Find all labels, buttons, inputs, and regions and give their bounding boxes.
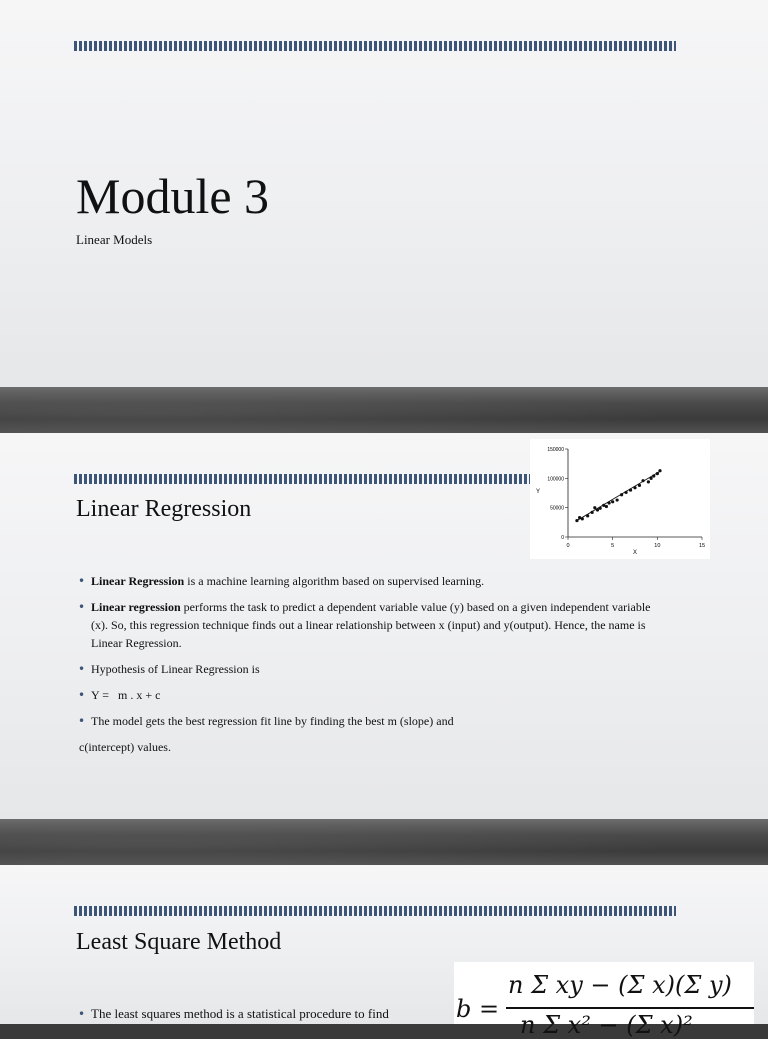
formula-denominator: n Σ x² − (Σ x)² [520, 1011, 693, 1039]
bullet-text: Hypothesis of Linear Regression is [91, 662, 260, 676]
slide-least-square [0, 865, 768, 1039]
list-item [76, 738, 661, 756]
data-point [633, 486, 636, 489]
bullet-text: Y = m . x + c [91, 688, 161, 702]
least-squares-formula [454, 962, 754, 1039]
x-tick-label: 5 [611, 543, 615, 549]
fit-line [577, 471, 660, 520]
decorative-stripe [74, 906, 676, 916]
data-point [658, 469, 661, 472]
list-item [76, 572, 661, 590]
bullet-icon: • [78, 688, 86, 702]
y-tick-label: 50000 [550, 505, 564, 512]
list-item [76, 686, 661, 704]
bullet-icon: • [78, 600, 86, 614]
data-point [620, 493, 623, 496]
data-point [593, 506, 596, 509]
data-point [629, 488, 632, 491]
bold-term: Linear regression [91, 600, 181, 614]
data-point [638, 484, 641, 487]
x-tick-label: 0 [566, 543, 570, 549]
list-item [76, 712, 661, 730]
bullet-icon: • [78, 574, 86, 588]
decorative-stripe [74, 41, 676, 51]
slide-title [0, 0, 768, 387]
bullet-text: is a machine learning algorithm based on supervised learning. [184, 574, 485, 588]
bullet-continuation: c(intercept) values. [79, 740, 171, 754]
list-item [76, 660, 661, 678]
data-point [605, 505, 608, 508]
data-point [649, 477, 652, 480]
data-point [652, 474, 655, 477]
bullet-icon: • [78, 1007, 86, 1021]
fraction-bar [506, 1007, 754, 1009]
bullet-text: The least squares method is a statistical procedure to find [91, 1006, 389, 1021]
data-point [596, 508, 599, 511]
slide-divider [0, 819, 768, 865]
data-point [641, 479, 644, 482]
data-point [591, 511, 594, 514]
decorative-stripe [74, 474, 530, 484]
regression-line [577, 471, 660, 520]
chart-ticks [547, 447, 705, 549]
slide-linear-regression [0, 433, 768, 819]
bullet-icon: • [78, 662, 86, 676]
data-point [616, 498, 619, 501]
slide-heading: Least Square Method [76, 929, 282, 955]
data-point [575, 519, 578, 522]
bold-term: Linear Regression [91, 574, 185, 588]
formula-numerator: n Σ xy − (Σ x)(Σ y) [508, 971, 732, 999]
data-point [656, 472, 659, 475]
data-point [647, 480, 650, 483]
formula-lhs: b = [456, 995, 500, 1023]
bullet-text: The model gets the best regression fit line by finding the best m (slope) and [91, 714, 454, 728]
scatter-chart [530, 439, 710, 559]
slide-subtitle: Linear Models [76, 232, 153, 247]
data-point [599, 507, 602, 510]
y-tick-label: 100000 [547, 476, 564, 483]
data-point [581, 517, 584, 520]
bullet-list [76, 1005, 456, 1031]
data-point [624, 491, 627, 494]
data-point [607, 501, 610, 504]
y-axis-label: Y [535, 489, 541, 495]
data-point [611, 500, 614, 503]
slide-title-heading: Module 3 [76, 168, 270, 224]
y-tick-label: 0 [561, 535, 564, 541]
bullet-list [76, 572, 661, 764]
chart-axes [568, 449, 702, 537]
slide-heading: Linear Regression [76, 496, 252, 522]
list-item [76, 1005, 456, 1023]
y-tick-label: 150000 [547, 447, 564, 453]
bullet-icon: • [78, 714, 86, 728]
bullet-text: performs the task to predict a dependent variable value (y) based on a given independent variable (x). So, this regression technique finds out a linear relationship between x (input) and y(output). Hence, the name is Linear Regression. [91, 600, 651, 650]
list-item [76, 598, 661, 652]
x-tick-label: 10 [654, 543, 661, 549]
x-tick-label: 15 [698, 543, 706, 549]
data-point [586, 514, 589, 517]
slide-divider [0, 387, 768, 433]
x-axis-label: X [632, 550, 638, 556]
